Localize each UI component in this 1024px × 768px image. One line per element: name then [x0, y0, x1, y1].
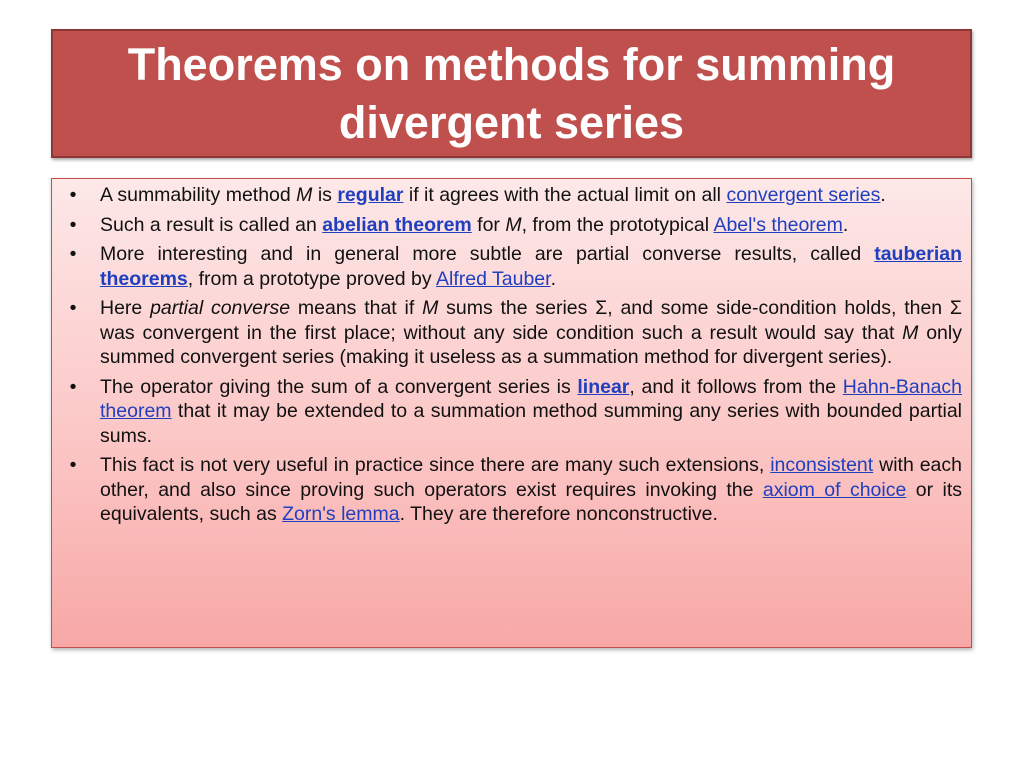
title-banner	[51, 29, 972, 158]
bullet-text: means that if	[290, 297, 423, 319]
link-zorns-lemma[interactable]: Zorn's lemma	[282, 503, 400, 525]
bullet-icon: •	[69, 243, 77, 265]
link-alfred-tauber[interactable]: Alfred Tauber	[436, 267, 551, 290]
bullet-text: , from the prototypical	[521, 213, 714, 236]
bullet-text: that it may be extended to a summation method summing any series with bounded partial sums.	[100, 400, 962, 447]
link-tauberian-theorems[interactable]: tauberian theorems	[100, 243, 962, 290]
math-symbol-m: M	[505, 213, 522, 236]
bullet-item-tauberian	[66, 242, 962, 291]
bullet-text: with each other, and also since proving such operators exist requires invoking the	[100, 454, 962, 501]
bullet-text: only summed convergent series (making it useless as a summation method for divergent series).	[100, 321, 962, 368]
bullet-text: The operator giving the sum of a convergent series is	[100, 375, 578, 398]
bullet-icon: •	[69, 213, 77, 236]
link-hahn-banach-theorem[interactable]: Hahn-Banach theorem	[100, 375, 963, 422]
term-partial-converse: partial converse	[150, 297, 291, 319]
bullet-item-linear	[66, 375, 962, 449]
link-axiom-of-choice[interactable]: axiom of choice	[762, 478, 907, 501]
bullet-text: .	[880, 184, 886, 206]
link-linear[interactable]: linear	[577, 375, 630, 398]
bullet-text: if it agrees with the actual limit on all	[403, 184, 727, 206]
bullet-item-extensions	[66, 453, 962, 527]
bullet-list	[66, 183, 962, 527]
bullet-icon: •	[69, 375, 77, 398]
bullet-text: .	[842, 213, 849, 236]
link-abels-theorem[interactable]: Abel's theorem	[713, 213, 843, 236]
bullet-icon: •	[69, 184, 77, 206]
bullet-text: More interesting and in general more subtle are partial converse results, called	[100, 243, 875, 265]
bullet-text: or its equivalents, such as	[100, 478, 962, 525]
bullet-icon: •	[69, 297, 77, 319]
bullet-text: is	[312, 184, 338, 206]
math-symbol-m: M	[422, 297, 439, 319]
bullet-text: sums the series Σ, and some side-condition holds, then Σ was convergent in the first place; without any side condition such a result would say that	[100, 297, 962, 344]
math-symbol-m: M	[902, 321, 919, 344]
bullet-item-abelian	[66, 213, 962, 238]
bullet-text: .	[550, 267, 556, 290]
link-abelian-theorem[interactable]: abelian theorem	[322, 213, 472, 236]
bullet-text: , and it follows from the	[629, 375, 843, 398]
bullet-text: . They are therefore nonconstructive.	[399, 503, 718, 525]
link-regular[interactable]: regular	[337, 184, 404, 206]
math-symbol-m: M	[296, 184, 313, 206]
link-convergent-series[interactable]: convergent series	[726, 184, 881, 206]
content-box	[51, 178, 972, 648]
link-inconsistent[interactable]: inconsistent	[770, 454, 874, 476]
bullet-text: This fact is not very useful in practice since there are many such extensions,	[100, 454, 771, 476]
bullet-item-regular	[66, 183, 962, 208]
bullet-icon: •	[69, 454, 77, 476]
bullet-text: A summability method	[100, 184, 297, 206]
bullet-text: Here	[100, 297, 151, 319]
bullet-item-partial-converse	[66, 296, 962, 370]
bullet-text: , from a prototype proved by	[187, 267, 436, 290]
bullet-text: Such a result is called an	[100, 213, 323, 236]
bullet-text: for	[471, 213, 506, 236]
slide-title: Theorems on methods for summing divergent series	[127, 38, 896, 148]
